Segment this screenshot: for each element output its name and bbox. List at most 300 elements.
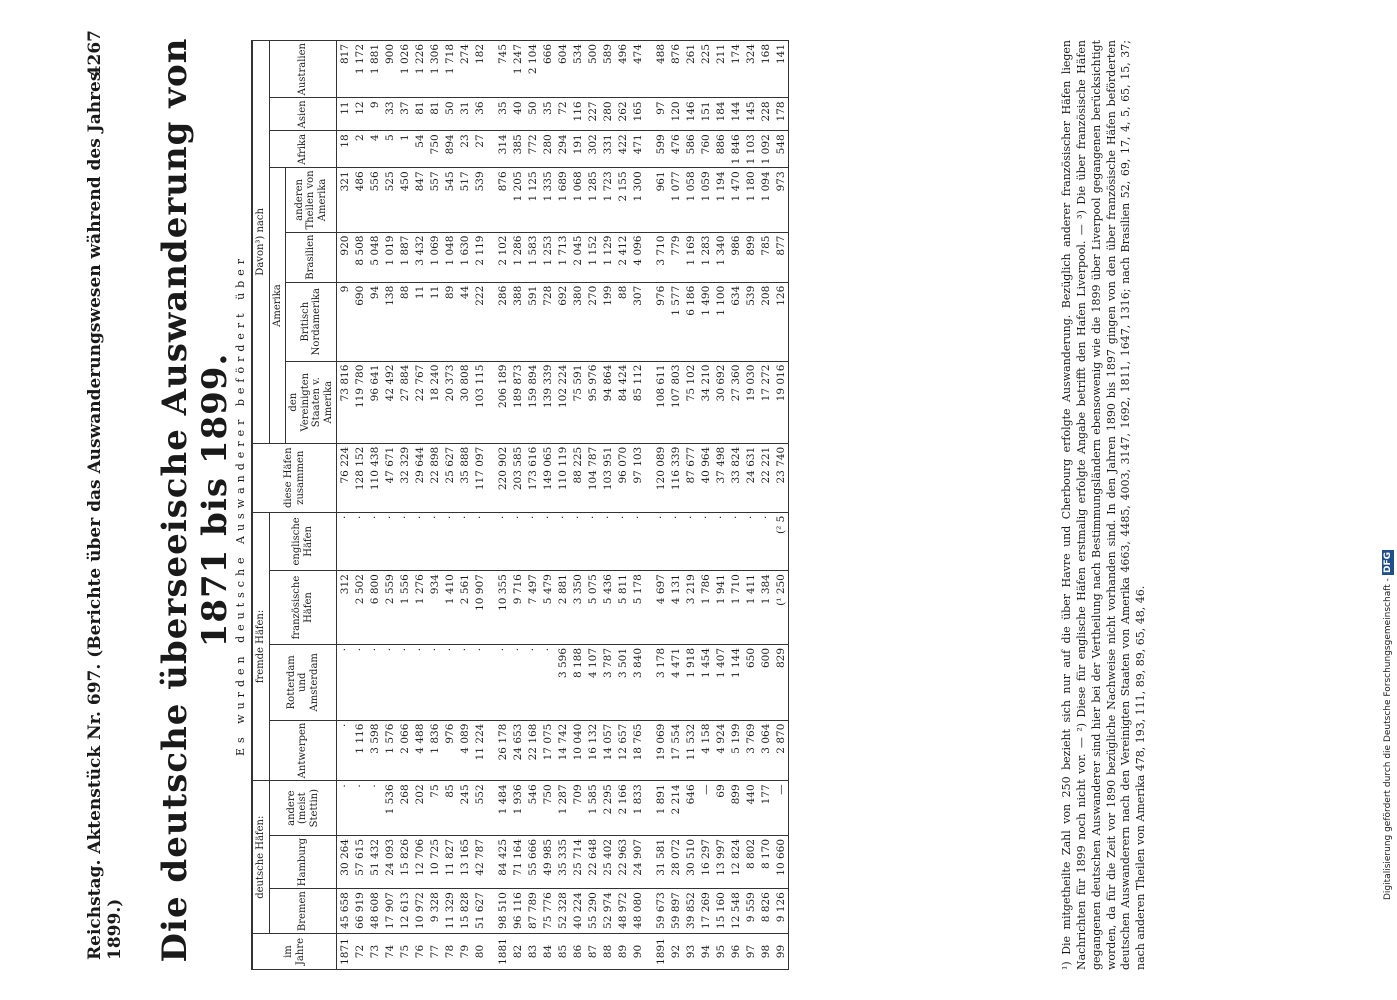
value-cell: 9 xyxy=(367,98,382,131)
value-cell: 302 xyxy=(585,131,600,168)
value-cell: 59 673 xyxy=(653,889,668,934)
value-cell: 772 xyxy=(525,131,540,168)
value-cell: 1 058 xyxy=(683,168,698,232)
value-cell: 35 888 xyxy=(457,443,472,512)
table-row xyxy=(510,41,525,970)
value-cell: 1 172 xyxy=(352,41,367,98)
value-cell: 2 559 xyxy=(382,571,397,645)
value-cell: 604 xyxy=(555,41,570,98)
footnotes: ¹) Die mitgetheilte Zahl von 250 bezieht sich nur auf die über Havre und Cherbourg erfolgte Auswanderung. Bezüglich anderer französischer Häfen liegen Nachrichten für 1899 noch nicht vor. — ²) Diese für englische Häfen erstmalig erfolgte Angabe betrifft den Hafen Liverpool. — ³) Die über französische Häfen gegangenen deutschen Auswanderer sind hier bei der Vertheilung nach Bestimmungsländern ebensowenig wie die 1899 über Liverpool gegangenen berücksichtigt worden, da für die Zeit vor 1890 bezügliche Nachweise nicht vorhanden sind. In den Jahren 1890 bis 1897 gingen von den über französische Häfen beförderten deutschen Auswanderern nach den Vereinigten Staaten von Amerika 4663, 4485, 4003, 3147, 1692, 1811, 1647, 1316; nach Brasilien 52, 69, 17, 4, 5, 65, 15, 37; nach anderen Theilen von Amerika 478, 193, 111, 89, 89, 65, 48, 46. xyxy=(1060,40,1148,970)
value-cell: 1 710 xyxy=(728,571,743,645)
value-cell: 2 119 xyxy=(472,232,487,282)
col-french: französische Häfen xyxy=(269,571,337,645)
value-cell: · xyxy=(698,512,713,570)
spacer-cell xyxy=(645,571,653,645)
value-cell: 48 972 xyxy=(615,889,630,934)
value-cell: 3 840 xyxy=(630,644,645,720)
value-cell: 5 811 xyxy=(615,571,630,645)
value-cell: 1 407 xyxy=(713,644,728,720)
value-cell: 24 653 xyxy=(510,720,525,781)
value-cell: 202 xyxy=(412,781,427,836)
table-super-header: Es wurden deutsche Auswanderer befördert über xyxy=(230,40,252,970)
spacer-cell xyxy=(645,361,653,443)
table-row xyxy=(495,41,510,970)
value-cell: 189 873 xyxy=(510,361,525,443)
table-row xyxy=(382,41,397,970)
table-row xyxy=(412,41,427,970)
year-cell: 98 xyxy=(758,934,773,970)
table-row xyxy=(713,41,728,970)
value-cell: 280 xyxy=(600,98,615,131)
value-cell: 1 470 xyxy=(728,168,743,232)
value-cell: 30 692 xyxy=(713,361,728,443)
value-cell: 1 335 xyxy=(540,168,555,232)
value-cell: 294 xyxy=(555,131,570,168)
value-cell: 75 xyxy=(427,781,442,836)
value-cell: 16 297 xyxy=(698,835,713,888)
value-cell: 32 329 xyxy=(397,443,412,512)
value-cell: 9 126 xyxy=(773,889,789,934)
table-row xyxy=(555,41,570,970)
value-cell: 1 918 xyxy=(683,644,698,720)
value-cell: 1 713 xyxy=(555,232,570,282)
value-cell: 94 864 xyxy=(600,361,615,443)
spacer-cell xyxy=(645,644,653,720)
value-cell: 1 786 xyxy=(698,571,713,645)
value-cell: 97 103 xyxy=(630,443,645,512)
value-cell: 14 742 xyxy=(555,720,570,781)
table-row xyxy=(668,41,683,970)
value-cell: 88 225 xyxy=(570,443,585,512)
value-cell: 314 xyxy=(495,131,510,168)
value-cell: 18 765 xyxy=(630,720,645,781)
value-cell: 103 951 xyxy=(600,443,615,512)
value-cell: · xyxy=(495,512,510,570)
value-cell: 785 xyxy=(758,232,773,282)
value-cell: 17 075 xyxy=(540,720,555,781)
value-cell: 5 075 xyxy=(585,571,600,645)
value-cell: 1 941 xyxy=(713,571,728,645)
value-cell: 517 xyxy=(457,168,472,232)
value-cell: 2 104 xyxy=(525,41,540,98)
spacer-cell xyxy=(645,98,653,131)
value-cell: 589 xyxy=(600,41,615,98)
table-row xyxy=(683,41,698,970)
value-cell: 474 xyxy=(630,41,645,98)
value-cell: 151 xyxy=(698,98,713,131)
col-africa: Afrika xyxy=(269,131,337,168)
value-cell: 9 559 xyxy=(743,889,758,934)
value-cell: 47 671 xyxy=(382,443,397,512)
table-row xyxy=(600,41,615,970)
value-cell: 488 xyxy=(653,41,668,98)
value-cell: 1 536 xyxy=(382,781,397,836)
value-cell: 2 502 xyxy=(352,571,367,645)
value-cell: 3 432 xyxy=(412,232,427,282)
value-cell: 1 129 xyxy=(600,232,615,282)
value-cell: 4 924 xyxy=(713,720,728,781)
col-british-na: Britisch Nordamerika xyxy=(286,282,337,361)
col-other: andere (meist Stettin) xyxy=(269,781,337,836)
value-cell: 1 xyxy=(397,131,412,168)
value-cell: 1 285 xyxy=(585,168,600,232)
value-cell: · xyxy=(367,781,382,836)
value-cell: 19 069 xyxy=(653,720,668,781)
value-cell: 1 094 xyxy=(758,168,773,232)
value-cell: 168 xyxy=(758,41,773,98)
value-cell: 877 xyxy=(773,232,789,282)
value-cell: 331 xyxy=(600,131,615,168)
value-cell: 110 119 xyxy=(555,443,570,512)
value-cell: 145 xyxy=(743,98,758,131)
value-cell: · xyxy=(442,644,457,720)
value-cell: 184 xyxy=(713,98,728,131)
value-cell: 1 019 xyxy=(382,232,397,282)
value-cell: 159 894 xyxy=(525,361,540,443)
table-row xyxy=(457,41,472,970)
value-cell: 227 xyxy=(585,98,600,131)
value-cell: 40 964 xyxy=(698,443,713,512)
spacer-cell xyxy=(645,512,653,570)
value-cell: 1 287 xyxy=(555,781,570,836)
spacer-cell xyxy=(645,889,653,934)
value-cell: 9 xyxy=(337,282,353,361)
value-cell: 22 898 xyxy=(427,443,442,512)
value-cell: 1 384 xyxy=(758,571,773,645)
table-row xyxy=(570,41,585,970)
value-cell: 1 891 xyxy=(653,781,668,836)
value-cell: 141 xyxy=(773,41,789,98)
value-cell: 59 897 xyxy=(668,889,683,934)
value-cell: 17 907 xyxy=(382,889,397,934)
year-cell: 72 xyxy=(352,934,367,970)
value-cell: 88 xyxy=(615,282,630,361)
dfg-note-text: Digitalisierung gefördert durch die Deutsche Forschungsgemeinschaft - xyxy=(1383,578,1393,900)
value-cell: 66 919 xyxy=(352,889,367,934)
value-cell: 1 411 xyxy=(743,571,758,645)
value-cell: 280 xyxy=(540,131,555,168)
value-cell: 745 xyxy=(495,41,510,98)
value-cell: 3 501 xyxy=(615,644,630,720)
col-australia: Australien xyxy=(269,41,337,98)
col-year: im Jahre xyxy=(253,934,337,970)
value-cell: 10 725 xyxy=(427,835,442,888)
value-cell: 920 xyxy=(337,232,353,282)
value-cell: 97 xyxy=(653,98,668,131)
value-cell: · xyxy=(382,644,397,720)
value-cell: 1 069 xyxy=(427,232,442,282)
value-cell: 40 xyxy=(510,98,525,131)
value-cell: · xyxy=(510,644,525,720)
value-cell: 71 164 xyxy=(510,835,525,888)
value-cell: 206 189 xyxy=(495,361,510,443)
table-row xyxy=(615,41,630,970)
value-cell: 5 048 xyxy=(367,232,382,282)
table-row xyxy=(585,41,600,970)
value-cell: · xyxy=(442,512,457,570)
value-cell: 1 077 xyxy=(668,168,683,232)
col-english: englische Häfen xyxy=(269,512,337,570)
value-cell: 1 100 xyxy=(713,282,728,361)
value-cell: 1 286 xyxy=(510,232,525,282)
value-cell: 321 xyxy=(337,168,353,232)
value-cell: 13 165 xyxy=(457,835,472,888)
table-row xyxy=(397,41,412,970)
value-cell: 22 221 xyxy=(758,443,773,512)
value-cell: 1 300 xyxy=(630,168,645,232)
table-row xyxy=(698,41,713,970)
value-cell: 10 040 xyxy=(570,720,585,781)
value-cell: 87 789 xyxy=(525,889,540,934)
value-cell: 8 826 xyxy=(758,889,773,934)
value-cell: 2 295 xyxy=(600,781,615,836)
value-cell: 8 170 xyxy=(758,835,773,888)
value-cell: 203 585 xyxy=(510,443,525,512)
value-cell: 14 057 xyxy=(600,720,615,781)
value-cell: · xyxy=(352,781,367,836)
value-cell: 35 335 xyxy=(555,835,570,888)
col-antwerp: Antwerpen xyxy=(269,720,337,781)
col-bremen: Bremen xyxy=(269,889,337,934)
value-cell: 54 xyxy=(412,131,427,168)
value-cell: 1 340 xyxy=(713,232,728,282)
value-cell: 1 125 xyxy=(525,168,540,232)
value-cell: 102 224 xyxy=(555,361,570,443)
value-cell: 72 xyxy=(555,98,570,131)
value-cell: 1 585 xyxy=(585,781,600,836)
value-cell: 51 627 xyxy=(472,889,487,934)
value-cell: 88 xyxy=(397,282,412,361)
value-cell: 899 xyxy=(728,781,743,836)
value-cell: 1 205 xyxy=(510,168,525,232)
value-cell: · xyxy=(525,644,540,720)
value-cell: 545 xyxy=(442,168,457,232)
year-cell: 76 xyxy=(412,934,427,970)
value-cell: 11 224 xyxy=(472,720,487,781)
spacer-cell xyxy=(487,512,495,570)
value-cell: 12 613 xyxy=(397,889,412,934)
value-cell: 1 833 xyxy=(630,781,645,836)
value-cell: 199 xyxy=(600,282,615,361)
value-cell: 22 168 xyxy=(525,720,540,781)
value-cell: 1 846 xyxy=(728,131,743,168)
value-cell: 139 339 xyxy=(540,361,555,443)
value-cell: 23 xyxy=(457,131,472,168)
year-cell: 75 xyxy=(397,934,412,970)
value-cell: 5 xyxy=(382,131,397,168)
value-cell: 211 xyxy=(713,41,728,98)
value-cell: 11 329 xyxy=(442,889,457,934)
value-cell: 22 963 xyxy=(615,835,630,888)
col-hamburg: Hamburg xyxy=(269,835,337,888)
value-cell: 1 576 xyxy=(382,720,397,781)
value-cell: · xyxy=(352,644,367,720)
value-cell: 4 158 xyxy=(698,720,713,781)
year-cell: 1871 xyxy=(337,934,353,970)
value-cell: 48 608 xyxy=(367,889,382,934)
value-cell: · xyxy=(653,512,668,570)
value-cell: · xyxy=(397,644,412,720)
value-cell: 24 907 xyxy=(630,835,645,888)
value-cell: 8 508 xyxy=(352,232,367,282)
value-cell: 40 224 xyxy=(570,889,585,934)
table-row xyxy=(472,41,487,970)
value-cell: · xyxy=(555,512,570,570)
value-cell: 4 089 xyxy=(457,720,472,781)
value-cell: 486 xyxy=(352,168,367,232)
value-cell: 2 412 xyxy=(615,232,630,282)
value-cell: 450 xyxy=(397,168,412,232)
value-cell: 886 xyxy=(713,131,728,168)
value-cell: 4 488 xyxy=(412,720,427,781)
value-cell: · xyxy=(570,512,585,570)
value-cell: 35 xyxy=(495,98,510,131)
value-cell: 539 xyxy=(472,168,487,232)
value-cell: · xyxy=(337,781,353,836)
value-cell: · xyxy=(683,512,698,570)
value-cell: 31 581 xyxy=(653,835,668,888)
value-cell: 73 816 xyxy=(337,361,353,443)
value-cell: 3 710 xyxy=(653,232,668,282)
col-total: diese Häfen zusammen xyxy=(253,443,337,512)
col-brazil: Brasilien xyxy=(286,232,337,282)
col-other-america: anderen Theilen von Amerika xyxy=(286,168,337,232)
spacer-cell xyxy=(645,835,653,888)
value-cell: 228 xyxy=(758,98,773,131)
value-cell: 13 997 xyxy=(713,835,728,888)
value-cell: 388 xyxy=(510,282,525,361)
value-cell: 476 xyxy=(668,131,683,168)
value-cell: 5 479 xyxy=(540,571,555,645)
value-cell: 1 723 xyxy=(600,168,615,232)
spacer-cell xyxy=(487,571,495,645)
spacer-cell xyxy=(487,934,495,970)
value-cell: 48 080 xyxy=(630,889,645,934)
value-cell: 11 xyxy=(337,98,353,131)
value-cell: 138 xyxy=(382,282,397,361)
value-cell: 1 169 xyxy=(683,232,698,282)
value-cell: 15 826 xyxy=(397,835,412,888)
value-cell: 894 xyxy=(442,131,457,168)
value-cell: 22 648 xyxy=(585,835,600,888)
value-cell: 1 103 xyxy=(743,131,758,168)
value-cell: 876 xyxy=(668,41,683,98)
value-cell: · xyxy=(615,512,630,570)
value-cell: 117 097 xyxy=(472,443,487,512)
value-cell: 81 xyxy=(427,98,442,131)
year-cell: 93 xyxy=(683,934,698,970)
value-cell: 208 xyxy=(758,282,773,361)
value-cell: · xyxy=(472,644,487,720)
year-cell: 77 xyxy=(427,934,442,970)
value-cell: 35 xyxy=(540,98,555,131)
value-cell: 1 490 xyxy=(698,282,713,361)
value-cell: 973 xyxy=(773,168,789,232)
col-rotterdam: Rotterdam und Amsterdam xyxy=(269,644,337,720)
value-cell: · xyxy=(337,644,353,720)
spacer-cell xyxy=(645,443,653,512)
value-cell: 557 xyxy=(427,168,442,232)
group-america: Amerika xyxy=(269,168,286,443)
year-cell: 90 xyxy=(630,934,645,970)
value-cell: 95 976 xyxy=(585,361,600,443)
value-cell: 750 xyxy=(427,131,442,168)
year-cell: 88 xyxy=(600,934,615,970)
value-cell: 961 xyxy=(653,168,668,232)
value-cell: 646 xyxy=(683,781,698,836)
value-cell: 586 xyxy=(683,131,698,168)
value-cell: 692 xyxy=(555,282,570,361)
table-row xyxy=(758,41,773,970)
year-cell: 82 xyxy=(510,934,525,970)
year-cell: 94 xyxy=(698,934,713,970)
value-cell: 33 xyxy=(382,98,397,131)
year-cell: 86 xyxy=(570,934,585,970)
value-cell: 225 xyxy=(698,41,713,98)
value-cell: 173 616 xyxy=(525,443,540,512)
value-cell: 110 438 xyxy=(367,443,382,512)
table-body xyxy=(337,41,789,970)
value-cell: 1 180 xyxy=(743,168,758,232)
year-cell: 85 xyxy=(555,934,570,970)
value-cell: 1 144 xyxy=(728,644,743,720)
value-cell: 30 808 xyxy=(457,361,472,443)
value-cell: 177 xyxy=(758,781,773,836)
value-cell: 96 116 xyxy=(510,889,525,934)
value-cell: 1 887 xyxy=(397,232,412,282)
value-cell: 85 112 xyxy=(630,361,645,443)
value-cell: 7 497 xyxy=(525,571,540,645)
col-usa: den Vereinigten Staaten v. Amerika xyxy=(286,361,337,443)
value-cell: 650 xyxy=(743,644,758,720)
value-cell: 75 102 xyxy=(683,361,698,443)
value-cell: 274 xyxy=(457,41,472,98)
value-cell: 1 116 xyxy=(352,720,367,781)
value-cell: 27 xyxy=(472,131,487,168)
value-cell: 307 xyxy=(630,282,645,361)
value-cell: 44 xyxy=(457,282,472,361)
value-cell: 1 276 xyxy=(412,571,427,645)
value-cell: · xyxy=(472,512,487,570)
page-title: Die deutsche überseeische Auswanderung von 1871 bis 1899. xyxy=(155,37,235,963)
value-cell: 976 xyxy=(442,720,457,781)
table-row xyxy=(352,41,367,970)
spacer-cell xyxy=(487,781,495,836)
value-cell: · xyxy=(337,512,353,570)
table-row xyxy=(337,41,353,970)
value-cell: 1 410 xyxy=(442,571,457,645)
value-cell: 634 xyxy=(728,282,743,361)
value-cell: 422 xyxy=(615,131,630,168)
value-cell: 3 596 xyxy=(555,644,570,720)
spacer-cell xyxy=(645,282,653,361)
table-row xyxy=(743,41,758,970)
value-cell: 829 xyxy=(773,644,789,720)
value-cell: 899 xyxy=(743,232,758,282)
value-cell: · xyxy=(457,512,472,570)
value-cell: 12 706 xyxy=(412,835,427,888)
value-cell: 30 264 xyxy=(337,835,353,888)
year-cell: 87 xyxy=(585,934,600,970)
year-cell: 95 xyxy=(713,934,728,970)
value-cell: 500 xyxy=(585,41,600,98)
spacer-cell xyxy=(487,131,495,168)
value-cell: 1 306 xyxy=(427,41,442,98)
value-cell: 4 096 xyxy=(630,232,645,282)
year-cell: 74 xyxy=(382,934,397,970)
value-cell: 126 xyxy=(773,282,789,361)
value-cell: 900 xyxy=(382,41,397,98)
